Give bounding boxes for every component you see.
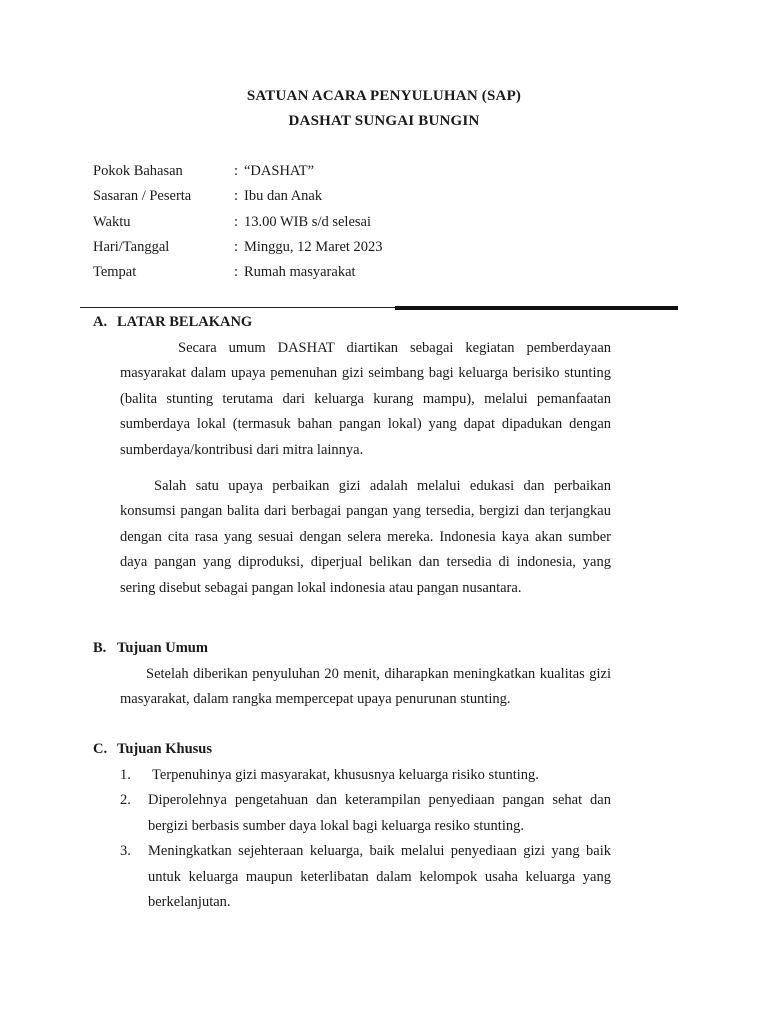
horizontal-rule-thick — [395, 306, 678, 310]
info-value: Ibu dan Anak — [244, 188, 323, 205]
info-row-hari-tanggal — [93, 239, 383, 264]
tujuan-khusus-list — [120, 763, 611, 915]
info-row-pokok-bahasan — [93, 163, 383, 188]
info-label: Tempat — [93, 264, 137, 281]
info-value: Rumah masyarakat — [244, 264, 356, 281]
document-title: SATUAN ACARA PENYULUHAN (SAP) — [246, 88, 522, 104]
section-title: Tujuan Umum — [117, 640, 208, 656]
section-heading-latar-belakang — [93, 314, 252, 331]
section-title: Tujuan Khusus — [117, 741, 212, 757]
info-separator: : — [234, 163, 239, 179]
info-value: Minggu, 12 Maret 2023 — [244, 238, 383, 255]
section-letter: A. — [93, 314, 108, 330]
section-heading-tujuan-umum — [93, 640, 208, 657]
list-text: Diperolehnya pengetahuan dan keterampilan penyediaan pangan sehat dan bergizi berbasis sumber daya lokal bagi keluarga resiko stunting. — [148, 792, 611, 834]
list-item — [120, 788, 611, 839]
list-number: 3. — [120, 843, 131, 860]
paragraph-latar-belakang-1: Secara umum DASHAT diartikan sebagai kegiatan pemberdayaan masyarakat dalam upaya pemenuhan gizi seimbang bagi keluarga berisiko stunting (balita stunting terutama dari keluarga kurang mampu), melalui pemanfaatan sumberdaya lokal (termasuk bahan pangan lokal) yang dapat dipadukan dengan sumberdaya/kontribusi dari mitra lainnya. — [120, 340, 611, 458]
info-label: Sasaran / Peserta — [93, 188, 192, 205]
info-label: Waktu — [93, 213, 131, 230]
document-subtitle: DASHAT SUNGAI BUNGIN — [288, 113, 480, 129]
info-row-waktu — [93, 214, 383, 239]
info-table — [93, 163, 383, 289]
info-separator: : — [234, 264, 239, 281]
info-separator: : — [234, 238, 239, 255]
info-value: “DASHAT” — [244, 163, 315, 179]
info-label: Pokok Bahasan — [93, 163, 183, 179]
section-letter: C. — [93, 741, 108, 757]
list-text: Meningkatkan sejehteraan keluarga, baik melalui penyediaan gizi yang baik untuk keluarga maupun keterlibatan dalam kelompok usaha keluarga yang berkelanjutan. — [148, 843, 611, 911]
list-number: 2. — [120, 792, 131, 809]
info-row-sasaran — [93, 188, 383, 213]
paragraph-tujuan-umum: Setelah diberikan penyuluhan 20 menit, diharapkan meningkatkan kualitas gizi masyarakat, dalam rangka mempercepat upaya penurunan stunting. — [120, 666, 611, 708]
info-label: Hari/Tanggal — [93, 238, 170, 255]
section-letter: B. — [93, 640, 107, 656]
info-row-tempat — [93, 264, 383, 289]
list-text: Terpenuhinya gizi masyarakat, khususnya keluarga risiko stunting. — [152, 767, 539, 783]
info-separator: : — [234, 213, 239, 230]
list-item — [120, 763, 611, 788]
info-value: 13.00 WIB s/d selesai — [244, 213, 371, 230]
paragraph-latar-belakang-2: Salah satu upaya perbaikan gizi adalah melalui edukasi dan perbaikan konsumsi pangan balita dari berbagai pangan yang tersedia, bergizi dan terjangkau dengan cita rasa yang sesuai dengan selera mereka. Indonesia kaya akan sumber daya pangan yang diproduksi, diperjual belikan dan tersedia di indonesia, yang sering disebut sebagai pangan lokal indonesia atau pangan nusantara. — [120, 478, 611, 596]
info-separator: : — [234, 188, 239, 205]
section-heading-tujuan-khusus — [93, 741, 212, 758]
section-title: LATAR BELAKANG — [117, 314, 253, 330]
list-number: 1. — [120, 767, 131, 783]
list-item — [120, 839, 611, 915]
